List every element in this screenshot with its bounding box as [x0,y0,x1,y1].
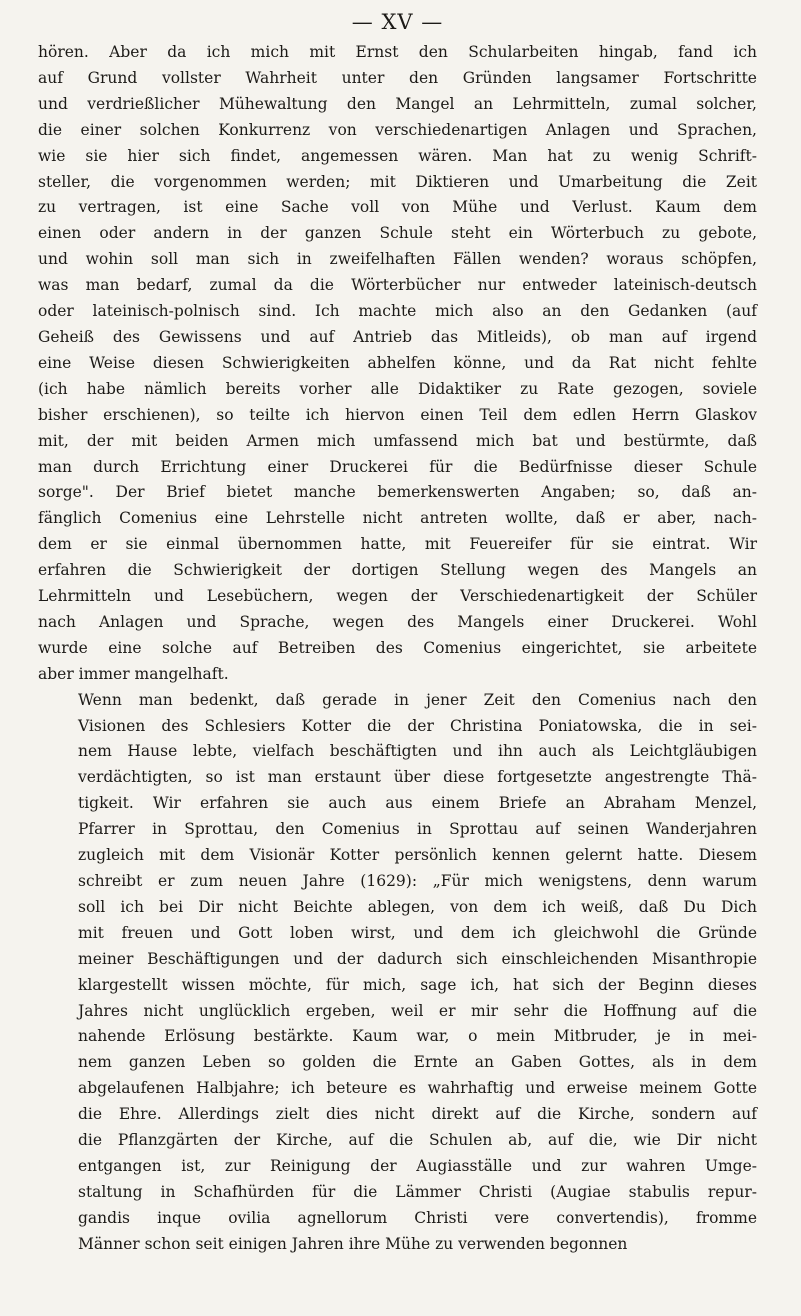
text-line: schreibt er zum neuen Jahre (1629): „Für mich wenigstens, denn warum [78,872,757,890]
text-line: Männer schon seit einigen Jahren ihre Mühe zu verwenden begonnen [78,1234,628,1253]
text-line: einen oder andern in der ganzen Schule steht ein Wörterbuch zu gebote, [38,224,757,243]
text-line: staltung in Schafhürden für die Lämmer Christi (Augiae stabulis repur- [78,1182,757,1201]
text-line: dem er sie einmal übernommen hatte, mit Feuereifer für sie eintrat. Wir [38,535,757,554]
text-line: entgangen ist, zur Reinigung der Augiasställe und zur wahren Umge- [78,1156,757,1175]
text-line: bisher erschienen), so teilte ich hiervon einen Teil dem edlen Herrn Glaskov [38,405,757,424]
text-line: fänglich Comenius eine Lehrstelle nicht antreten wollte, daß er aber, nach- [38,509,757,528]
text-line: sorge". Der Brief bietet manche bemerkenswerten Angaben; so, daß an- [38,483,757,502]
text-line: abgelaufenen Halbjahre; ich beteure es wahrhaftig und erweise meinem Gotte [78,1079,757,1098]
text-line: Wenn man bedenkt, daß gerade in jener Zeit den Comenius nach den [78,690,757,709]
text-line: zugleich mit dem Visionär Kotter persönlich kennen gelernt hatte. Diesem [78,846,757,865]
text-line: was man bedarf, zumal da die Wörterbücher nur entweder lateinisch-deutsch [38,276,757,295]
text-line: Jahres nicht unglücklich ergeben, weil er mir sehr die Hoffnung auf die [78,1001,757,1020]
text-line: und wohin soll man sich in zweifelhaften Fällen wenden? woraus schöpfen, [38,250,757,269]
text-line: man durch Errichtung einer Druckerei für die Bedürfnisse dieser Schule [38,457,757,476]
text-line: die einer solchen Konkurrenz von verschiedenartigen Anlagen und Sprachen, [38,120,757,139]
text-line: verdächtigten, so ist man erstaunt über diese fortgesetzte angestrengte Thä- [78,768,757,787]
text-line: hören. Aber da ich mich mit Ernst den Schularbeiten hingab, fand ich [38,43,757,61]
text-line: (ich habe nämlich bereits vorher alle Didaktiker zu Rate gezogen, soviele [38,379,757,398]
text-line: Pfarrer in Sprottau, den Comenius in Sprottau auf seinen Wanderjahren [78,820,757,839]
text-line: klargestellt wissen möchte, für mich, sage ich, hat sich der Beginn dieses [78,975,757,994]
text-line: mit, der mit beiden Armen mich umfassend mich bat und bestürmte, daß [38,431,757,450]
text-line: nahende Erlösung bestärkte. Kaum war, o mein Mitbruder, je in mei- [78,1027,757,1046]
text-line: nem ganzen Leben so golden die Ernte an Gaben Gottes, als in dem [78,1053,757,1072]
text-line: meiner Beschäftigungen und der dadurch sich einschleichenden Misanthropie [78,949,757,968]
text-line: oder lateinisch-polnisch sind. Ich machte mich also an den Gedanken (auf [38,302,757,321]
text-line: die Ehre. Allerdings zielt dies nicht direkt auf die Kirche, sondern auf [78,1105,757,1124]
text-line: zu vertragen, ist eine Sache voll von Mühe und Verlust. Kaum dem [38,198,757,217]
text-line: Lehrmitteln und Lesebüchern, wegen der Verschiedenartigkeit der Schüler [38,587,757,606]
text-line: aber immer mangelhaft. [38,664,229,683]
body-text [38,40,757,1258]
text-line: mit freuen und Gott loben wirst, und dem ich gleichwohl die Gründe [78,923,757,942]
text-line: eine Weise diesen Schwierigkeiten abhelfen könne, und da Rat nicht fehlte [38,353,757,372]
text-line: Geheiß des Gewissens und auf Antrieb das Mitleids), ob man auf irgend [38,327,757,346]
text-line: wie sie hier sich findet, angemessen wären. Man hat zu wenig Schrift- [38,146,757,165]
text-line: wurde eine solche auf Betreiben des Comenius eingerichtet, sie arbeitete [38,638,757,657]
text-line: erfahren die Schwierigkeit der dortigen Stellung wegen des Mangels an [38,561,757,580]
text-line: auf Grund vollster Wahrheit unter den Gründen langsamer Fortschritte [38,68,757,87]
text-line: soll ich bei Dir nicht Beichte ablegen, von dem ich weiß, daß Du Dich [78,897,757,916]
text-line: die Pflanzgärten der Kirche, auf die Schulen ab, auf die, wie Dir nicht [78,1131,757,1150]
text-line: gandis inque ovilia agnellorum Christi vere convertendis), fromme [78,1208,757,1227]
text-line: steller, die vorgenommen werden; mit Diktieren und Umarbeitung die Zeit [38,172,757,191]
text-line: Visionen des Schlesiers Kotter die der Christina Poniatowska, die in sei- [78,716,757,735]
text-line: tigkeit. Wir erfahren sie auch aus einem Briefe an Abraham Menzel, [78,794,757,813]
paragraph [38,40,757,688]
text-line: nach Anlagen und Sprache, wegen des Mangels einer Druckerei. Wohl [38,612,757,631]
page-number: — XV — [351,10,444,34]
text-line: und verdrießlicher Mühewaltung den Mangel an Lehrmitteln, zumal solcher, [38,94,757,113]
text-line: nem Hause lebte, vielfach beschäftigten und ihn auch als Leichtgläubigen [78,742,757,761]
paragraph [38,688,757,1258]
